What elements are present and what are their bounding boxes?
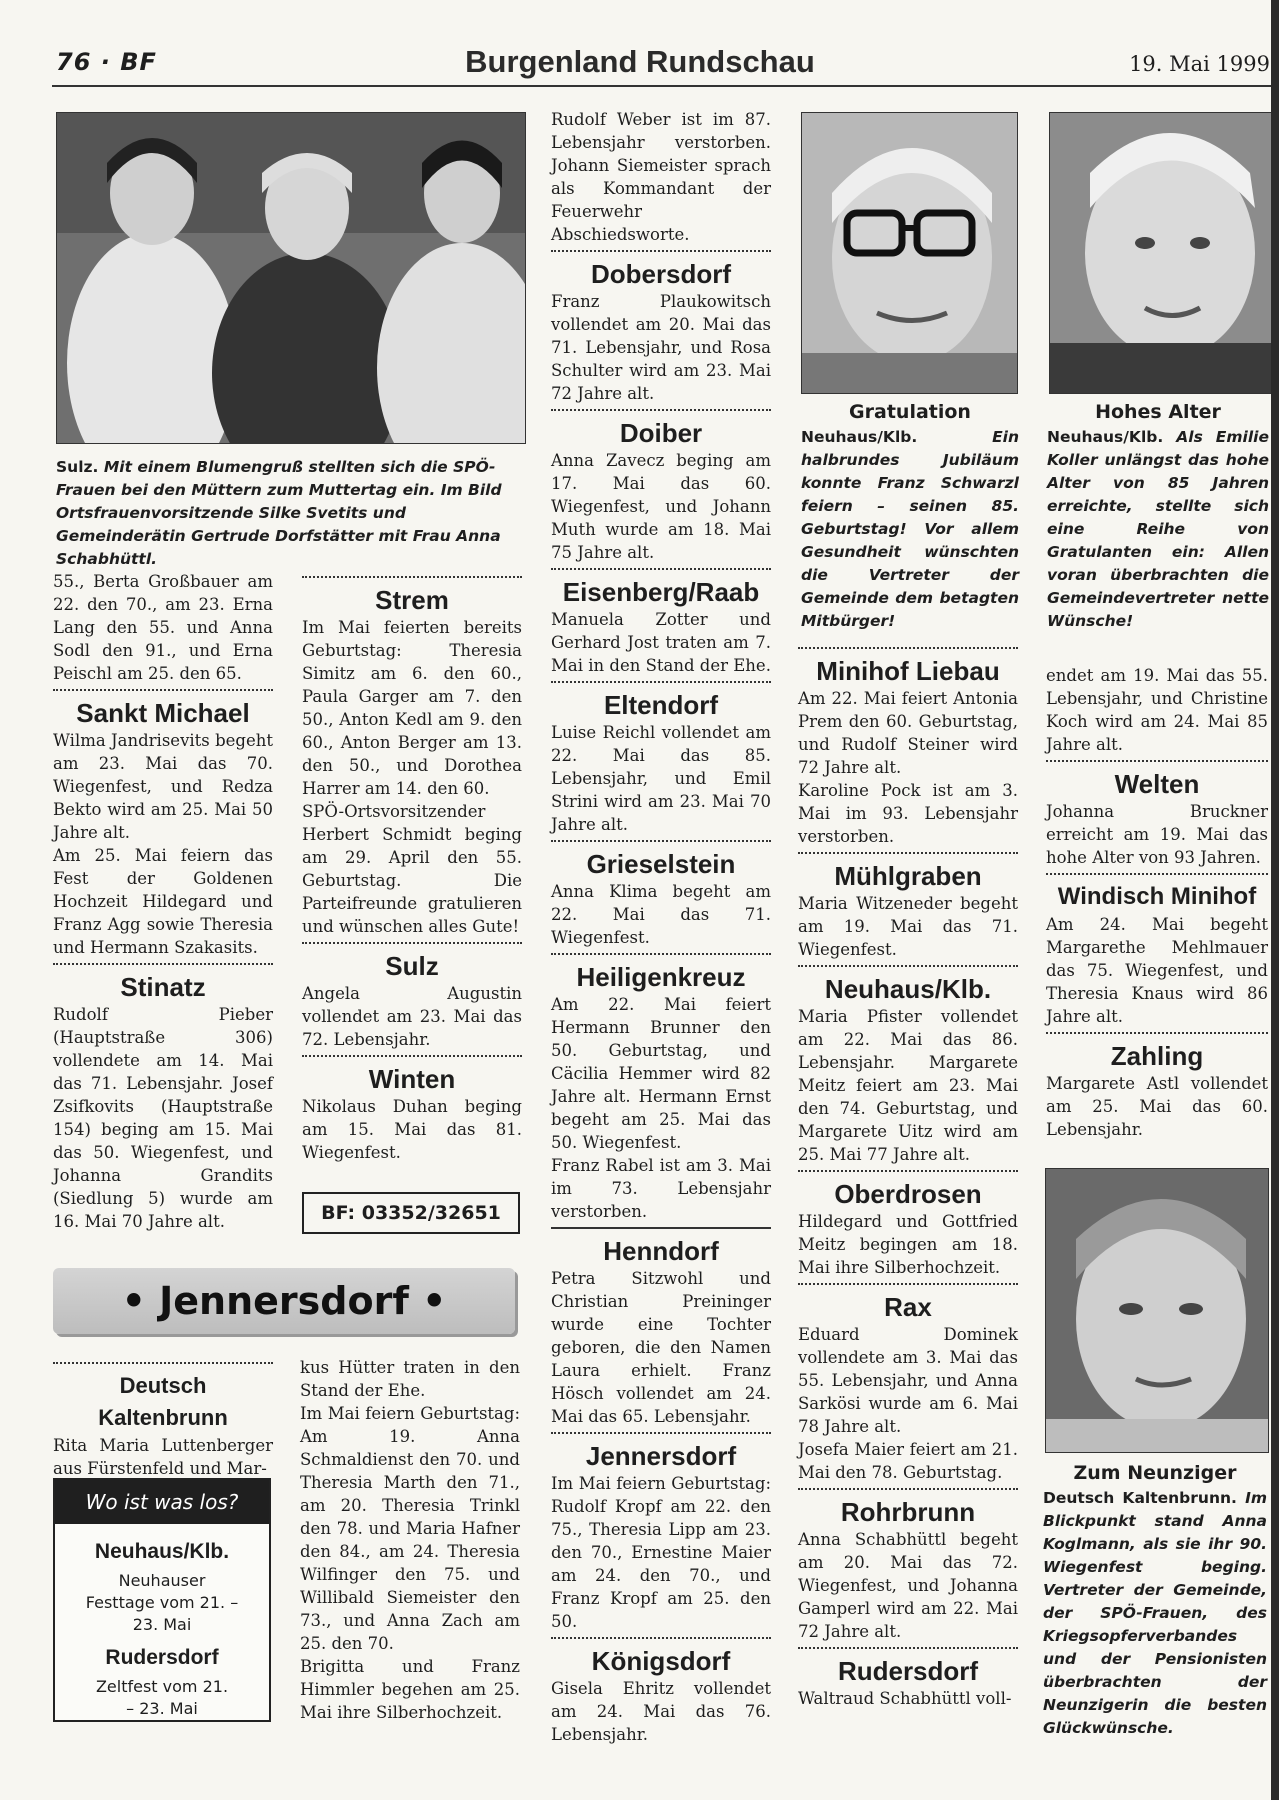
- divider: [551, 953, 771, 955]
- divider: [798, 647, 1018, 649]
- text-eisenberg: Manuela Zotter und Gerhard Jost traten am 7. Mai in den Stand der Ehe.: [551, 610, 771, 675]
- text-sankt-michael: Wilma Jandrisevits begeht am 23. Mai das 70. Wiegenfest, und Redza Bekto wird am 25. Mai 50 Jahre alt.: [53, 731, 273, 842]
- photo-anna-koglmann: [1045, 1168, 1269, 1453]
- text-minihof-liebau-2: Karoline Pock ist am 3. Mai im 93. Lebensjahr verstorben.: [798, 781, 1018, 846]
- photo-caption-sulz: [56, 456, 526, 571]
- neunziger-caption: [1043, 1487, 1267, 1740]
- text-heiligenkreuz-2: Franz Rabel ist am 3. Mai im 73. Lebensjahr verstorben.: [551, 1156, 771, 1221]
- heading-rudersdorf: Rudersdorf: [837, 1656, 979, 1686]
- caption-text: Ein halbrundes Jubiläum konnte Franz Schwarzl feiern – seinen 85. Geburtstag! Vor allem Gesundheit wünschten die Vertreter der Gemeinde dem betagten Mitbürger!: [801, 428, 1019, 630]
- neunziger-title: Zum Neunziger: [1073, 1462, 1237, 1484]
- page-label: 76 · BF: [56, 48, 157, 76]
- heading-sankt-michael: Sankt Michael: [76, 698, 250, 728]
- heading-neuhaus: Neuhaus/Klb.: [824, 974, 992, 1004]
- text-grieselstein: Anna Klima begeht am 22. Mai das 71. Wiegenfest.: [551, 882, 771, 947]
- text-zahling: Margarete Astl vollendet am 25. Mai das 60. Lebensjahr.: [1046, 1074, 1268, 1139]
- text-rudersdorf: Waltraud Schabhüttl voll-: [798, 1689, 1012, 1708]
- column-3: [551, 108, 771, 1746]
- article-continuation: 55., Berta Großbauer am 22. den 70., am 23. Erna Lang den 55. und Anna Sodl den 91., und Erna Peischl am 25. den 65.: [53, 572, 273, 683]
- divider: [798, 1283, 1018, 1285]
- hohes-alter-block: [1047, 398, 1269, 633]
- text-winten: Nikolaus Duhan beging am 15. Mai das 81. Wiegenfest.: [302, 1097, 522, 1162]
- text-strem-2: SPÖ-Ortsvorsitzender Herbert Schmidt beging am 29. April den 55. Geburtstag. Die Parteifreunde gratulieren und wünschen alles Gute!: [302, 802, 522, 936]
- divider: [1046, 873, 1268, 875]
- photo-emilie-koller: [1049, 112, 1273, 394]
- heading-sulz: Sulz: [385, 951, 439, 981]
- text-rax: Eduard Dominek vollendete am 3. Mai das 55. Lebensjahr, und Anna Sarkösi wurde am 6. Mai 78 Jahre alt.: [798, 1325, 1018, 1436]
- caption-text: Als Emilie Koller unlängst das hohe Alter von 85 Jahren erreichte, stellte sich eine Reihe von Gratulanten ein: Allen voran überbrachten die Gemeindevertreter nette Wünsche!: [1047, 428, 1269, 630]
- caption-text: Im Blickpunkt stand Anna Koglmann, als sie ihr 90. Wiegenfest beging. Vertreter der Gemeinde, der SPÖ-Frauen, des Kriegsopferverbandes und der Pensionisten überbrachten der Neunzigerin die besten Glückwünsche.: [1043, 1489, 1267, 1737]
- heading-zahling: Zahling: [1110, 1041, 1204, 1071]
- heading-rax: Rax: [884, 1292, 932, 1322]
- text-heiligenkreuz: Am 22. Mai feiert Hermann Brunner den 50. Geburtstag, und Cäcilia Hemmer wird 82 Jahre alt. Hermann Ernst begeht am 25. Mai das 50. Wiegenfest.: [551, 995, 771, 1152]
- hohes-alter-title: Hohes Alter: [1095, 401, 1221, 423]
- divider: [1046, 760, 1268, 762]
- text-rohrbrunn: Anna Schabhüttl begeht am 20. Mai das 72. Wiegenfest, und Johanna Gamperl wird am 22. Mai 72 Jahre alt.: [798, 1530, 1018, 1641]
- divider: [53, 1362, 273, 1364]
- heading-henndorf: Henndorf: [603, 1236, 719, 1266]
- hohes-alter-caption: [1047, 426, 1269, 633]
- divider: [302, 576, 522, 578]
- text-eltendorf: Luise Reichl vollendet am 22. Mai das 85. Lebensjahr, und Emil Strini wird am 23. Mai 70 Jahre alt.: [551, 723, 771, 834]
- heading-winten: Winten: [368, 1064, 456, 1094]
- divider: [551, 1227, 771, 1229]
- divider: [302, 942, 522, 944]
- text-silver-wedding: Brigitta und Franz Himmler begehen am 25. Mai ihre Silberhochzeit.: [300, 1657, 520, 1722]
- text-sankt-michael-2: Am 25. Mai feiern das Fest der Goldenen Hochzeit Hildegard und Franz Agg sowie Theresia und Hermann Szakasits.: [53, 846, 273, 957]
- heading-eisenberg: Eisenberg/Raab: [562, 577, 760, 607]
- column-4: [798, 643, 1018, 1710]
- text-koenigsdorf: Gisela Ehritz vollendet am 24. Mai das 76. Lebensjahr.: [551, 1679, 771, 1744]
- caption-text: Mit einem Blumengruß stellten sich die SPÖ-Frauen bei den Müttern zum Muttertag ein. Im Bild Ortsfrauenvorsitzende Silke Svetits und Gemeinderätin Gertrude Dorfstätter mit Frau Anna Schabhüttl.: [56, 458, 502, 568]
- heading-doiber: Doiber: [619, 418, 703, 448]
- events-box: [53, 1478, 271, 1722]
- heading-stinatz: Stinatz: [120, 972, 206, 1002]
- heading-strem: Strem: [375, 585, 449, 615]
- phone-box: BF: 03352/32651: [302, 1192, 520, 1234]
- heading-heiligenkreuz: Heiligenkreuz: [576, 962, 746, 992]
- text-oberdrosen: Hildegard und Gottfried Meitz begingen am 18. Mai ihre Silberhochzeit.: [798, 1212, 1018, 1277]
- column-1: [53, 570, 273, 1233]
- gratulation-block: [801, 398, 1019, 633]
- caption-place: Sulz.: [56, 458, 99, 476]
- gratulation-caption: [801, 426, 1019, 633]
- photo-franz-schwarzl: [801, 112, 1018, 394]
- heading-deutsch-kaltenbrunn: Deutsch Kaltenbrunn: [98, 1373, 228, 1430]
- text-minihof-liebau: Am 22. Mai feiert Antonia Prem den 60. Geburtstag, und Rudolf Steiner wird 72 Jahre alt.: [798, 689, 1018, 777]
- divider: [551, 840, 771, 842]
- heading-rohrbrunn: Rohrbrunn: [840, 1497, 976, 1527]
- text-deutsch-kaltenbrunn: Rita Maria Luttenberger aus Fürstenfeld und Mar-: [53, 1436, 273, 1478]
- divider: [798, 1647, 1018, 1649]
- scan-edge: [1271, 0, 1279, 1800]
- event-text-2: Zeltfest vom 21. – 23. Mai: [95, 1677, 229, 1718]
- divider: [551, 568, 771, 570]
- text-welten: Johanna Bruckner erreicht am 19. Mai das hohe Alter von 93 Jahren.: [1046, 802, 1268, 867]
- divider: [53, 963, 273, 965]
- text-jennersdorf: Im Mai feiern Geburtstag: Rudolf Kropf am 22. den 75., Theresia Lipp am 23. den 70., Ernestine Maier am 24. den 70., und Franz Kropf am 25. den 50.: [551, 1474, 771, 1631]
- event-place-1: Neuhaus/Klb.: [94, 1540, 230, 1563]
- divider: [798, 1488, 1018, 1490]
- photo-sulz-women: [56, 112, 526, 444]
- heading-welten: Welten: [1114, 769, 1200, 799]
- divider: [551, 1637, 771, 1639]
- text-rax-2: Josefa Maier feiert am 21. Mai den 78. Geburtstag.: [798, 1440, 1018, 1482]
- heading-koenigsdorf: Königsdorf: [591, 1646, 731, 1676]
- divider: [551, 409, 771, 411]
- text-muehlgraben: Maria Witzeneder begeht am 19. Mai das 71. Wiegenfest.: [798, 894, 1018, 959]
- text-dobersdorf: Franz Plaukowitsch vollendet am 20. Mai das 71. Lebensjahr, und Rosa Schulter wird am 23. Mai 72 Jahre alt.: [551, 292, 771, 403]
- column-2: [302, 572, 522, 1164]
- divider: [551, 681, 771, 683]
- article-continuation: endet am 19. Mai das 55. Lebensjahr, und Christine Koch wird am 24. Mai 85 Jahre alt.: [1046, 666, 1268, 754]
- heading-grieselstein: Grieselstein: [586, 849, 736, 879]
- heading-muehlgraben: Mühlgraben: [834, 861, 982, 891]
- heading-minihof-liebau: Minihof Liebau: [816, 656, 1000, 686]
- text-sulz: Angela Augustin vollendet am 23. Mai das 72. Lebensjahr.: [302, 984, 522, 1049]
- banner-title: • Jennersdorf •: [121, 1279, 447, 1323]
- heading-oberdrosen: Oberdrosen: [834, 1179, 982, 1209]
- article-continuation: Rudolf Weber ist im 87. Lebensjahr verstorben. Johann Siemeister sprach als Kommandant der Feuerwehr Abschiedsworte.: [551, 110, 771, 244]
- divider: [1046, 1032, 1268, 1034]
- bottom-left-column: [53, 1358, 273, 1480]
- divider: [798, 1170, 1018, 1172]
- caption-place: Neuhaus/Klb.: [801, 428, 918, 446]
- text-strem: Im Mai feierten bereits Geburtstag: Theresia Simitz am 6. den 60., Paula Garger am 7. den 50., Anton Kedl am 9. den 60., Anton Berger am 13. den 50., und Dorothea Harrer am 14. den 60.: [302, 618, 522, 798]
- divider: [551, 1432, 771, 1434]
- text-stinatz: Rudolf Pieber (Hauptstraße 306) vollendete am 14. Mai das 71. Lebensjahr. Josef Zsifkovits (Hauptstraße 154) beging am 15. Mai das 50. Wiegenfest, und Johanna Grandits (Siedlung 5) wurde am 16. Mai 70 Jahre alt.: [53, 1005, 273, 1231]
- heading-jennersdorf: Jennersdorf: [585, 1441, 737, 1471]
- column-5: [1046, 664, 1268, 1141]
- caption-place: Neuhaus/Klb.: [1047, 428, 1164, 446]
- divider: [551, 250, 771, 252]
- divider: [53, 689, 273, 691]
- text-neuhaus: Maria Pfister vollendet am 22. Mai das 86. Lebensjahr. Margarete Meitz feiert am 23. Mai den 74. Geburtstag, und Margarete Uitz wird am 25. Mai 77 Jahre alt.: [798, 1007, 1018, 1164]
- text-henndorf: Petra Sitzwohl und Christian Preininger wurde eine Tochter geboren, die den Namen Laura erhielt. Franz Hösch vollendet am 24. Mai das 65. Lebensjahr.: [551, 1269, 771, 1426]
- divider: [798, 852, 1018, 854]
- event-place-2: Rudersdorf: [105, 1646, 219, 1669]
- newspaper-title: Burgenland Rundschau: [465, 44, 815, 79]
- neunziger-block: [1043, 1459, 1267, 1740]
- text-wedding-cont: kus Hütter traten in den Stand der Ehe.: [300, 1358, 520, 1400]
- gratulation-title: Gratulation: [849, 401, 971, 423]
- divider: [302, 1055, 522, 1057]
- region-banner: [53, 1268, 515, 1334]
- text-doiber: Anna Zavecz beging am 17. Mai das 60. Wiegenfest, und Johann Muth wurde am 18. Mai 75 Jahre alt.: [551, 451, 771, 562]
- event-text-1: Neuhauser Festtage vom 21. – 23. Mai: [85, 1571, 239, 1634]
- text-windisch-minihof: Am 24. Mai begeht Margarethe Mehlmauer das 75. Wiegenfest, und Theresia Knaus wird 86 Jahre alt.: [1046, 915, 1268, 1026]
- heading-dobersdorf: Dobersdorf: [590, 259, 732, 289]
- text-birthdays: Im Mai feiern Geburtstag: Am 19. Anna Schmaldienst den 70. und Theresia Marth den 71., am 20. Theresia Trinkl den 78. und Maria Hafner den 84., am 24. Theresia Wilfinger den 75. und Willibald Siemeister den 73., und Anna Zach am 25. den 70.: [300, 1404, 520, 1653]
- bottom-column-2: [300, 1356, 520, 1724]
- heading-windisch-minihof: Windisch Minihof: [1057, 883, 1257, 910]
- caption-place: Deutsch Kaltenbrunn.: [1043, 1489, 1237, 1507]
- events-box-title: Wo ist was los?: [55, 1480, 269, 1524]
- divider: [798, 965, 1018, 967]
- header-rule: [52, 85, 1272, 87]
- issue-date: 19. Mai 1999: [1129, 52, 1270, 76]
- heading-eltendorf: Eltendorf: [603, 690, 719, 720]
